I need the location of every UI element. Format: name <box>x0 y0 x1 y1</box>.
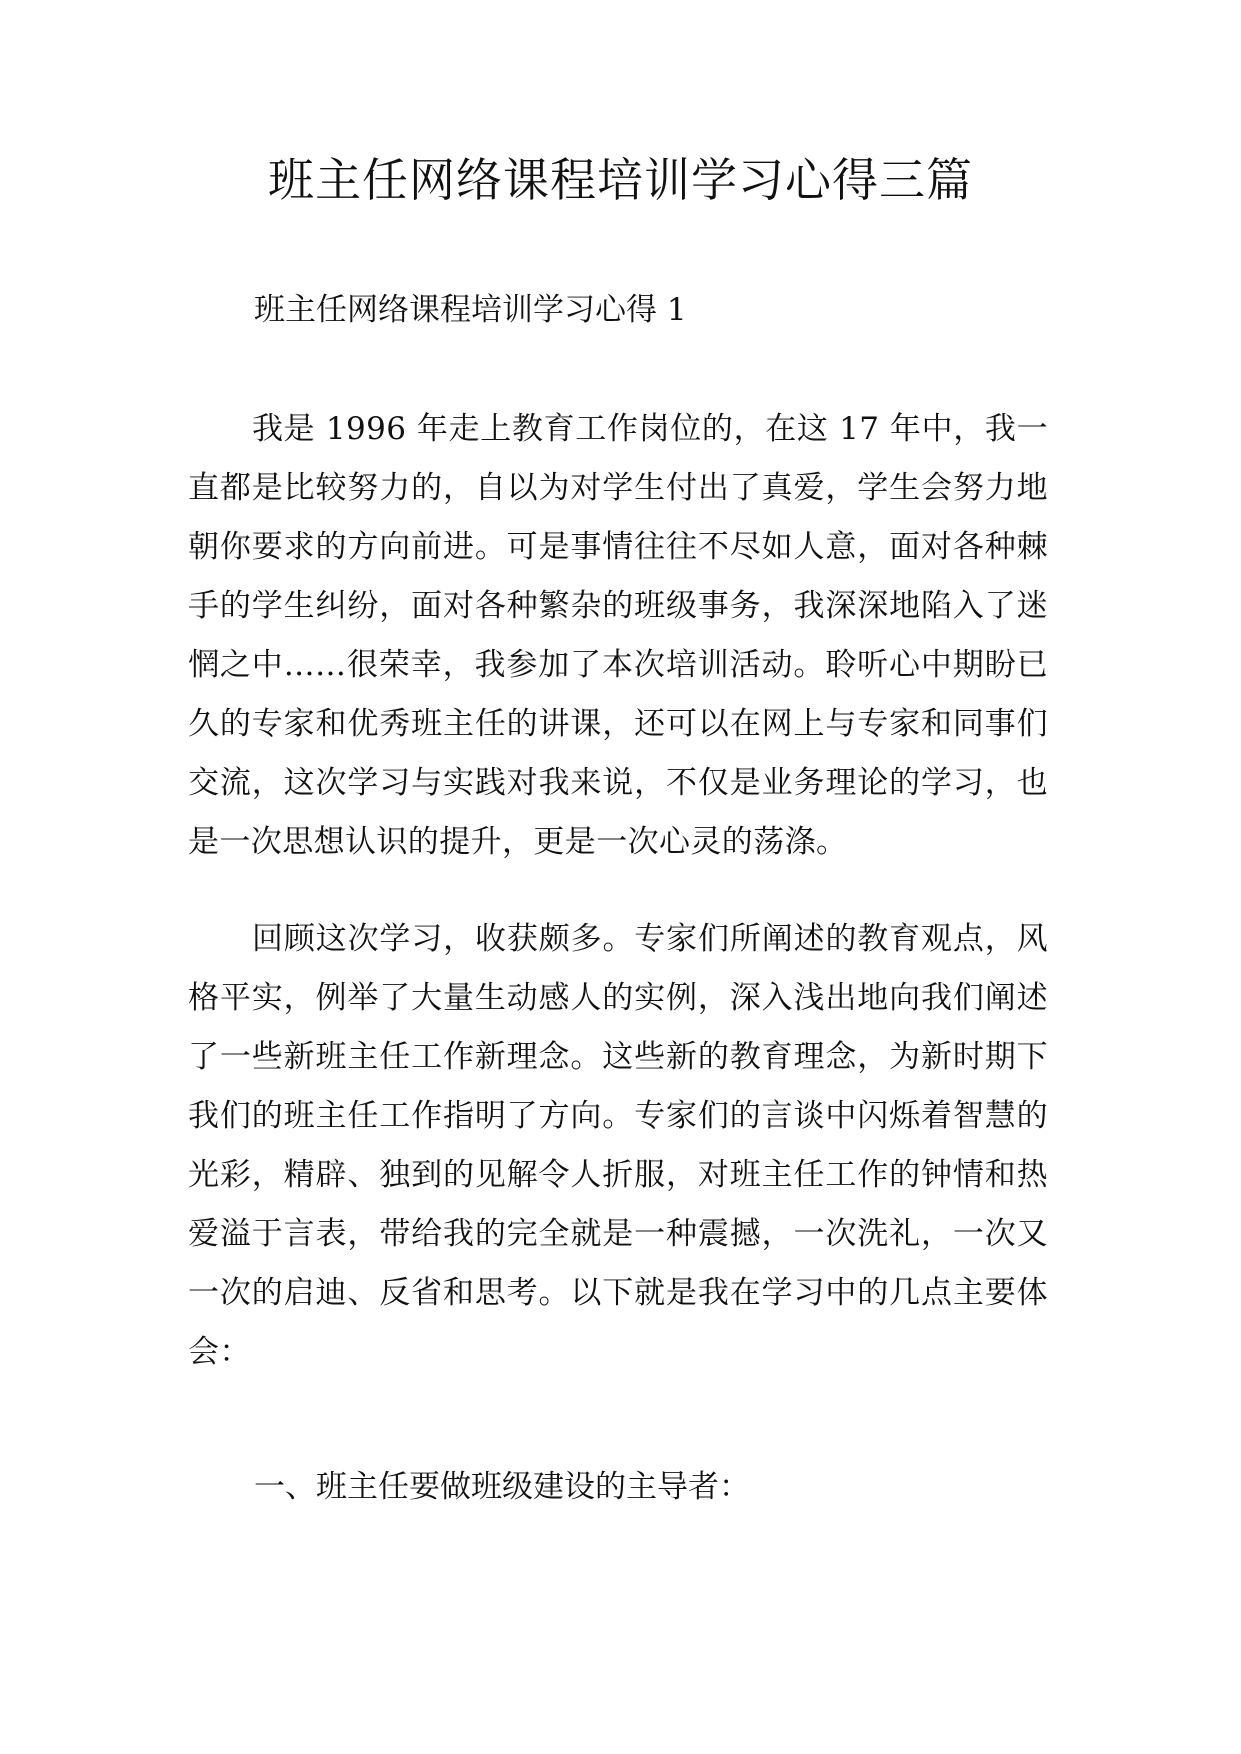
section-title: 班主任网络课程培训学习心得 1 <box>254 292 687 328</box>
document-title: 班主任网络课程培训学习心得三篇 <box>268 153 973 207</box>
paragraph-2: 回顾这次学习，收获颇多。专家们所阐述的教育观点，风格平实，例举了大量生动感人的实例，深入浅出地向我们阐述了一些新班主任工作新理念。这些新的教育理念，为新时期下我们的班主任工作指明了方向。专家们的言谈中闪烁着智慧的光彩，精辟、独到的见解令人折服，对班主任工作的钟情和热爱溢于言表，带给我的完全就是一种震撼，一次洗礼，一次又一次的启迪、反省和思考。以下就是我在学习中的几点主要体会： <box>188 921 1048 1370</box>
paragraph-1: 我是 1996 年走上教育工作岗位的，在这 17 年中，我一直都是比较努力的，自以为对学生付出了真爱，学生会努力地朝你要求的方向前进。可是事情往往不尽如人意，面对各种棘手的学生纠纷，面对各种繁杂的班级事务，我深深地陷入了迷惘之中……很荣幸，我参加了本次培训活动。聆听心中期盼已久的专家和优秀班主任的讲课，还可以在网上与专家和同事们交流，这次学习与实践对我来说，不仅是业务理论的学习，也是一次思想认识的提升，更是一次心灵的荡涤。 <box>188 411 1048 860</box>
section-heading-1: 一、班主任要做班级建设的主导者： <box>254 1469 750 1505</box>
